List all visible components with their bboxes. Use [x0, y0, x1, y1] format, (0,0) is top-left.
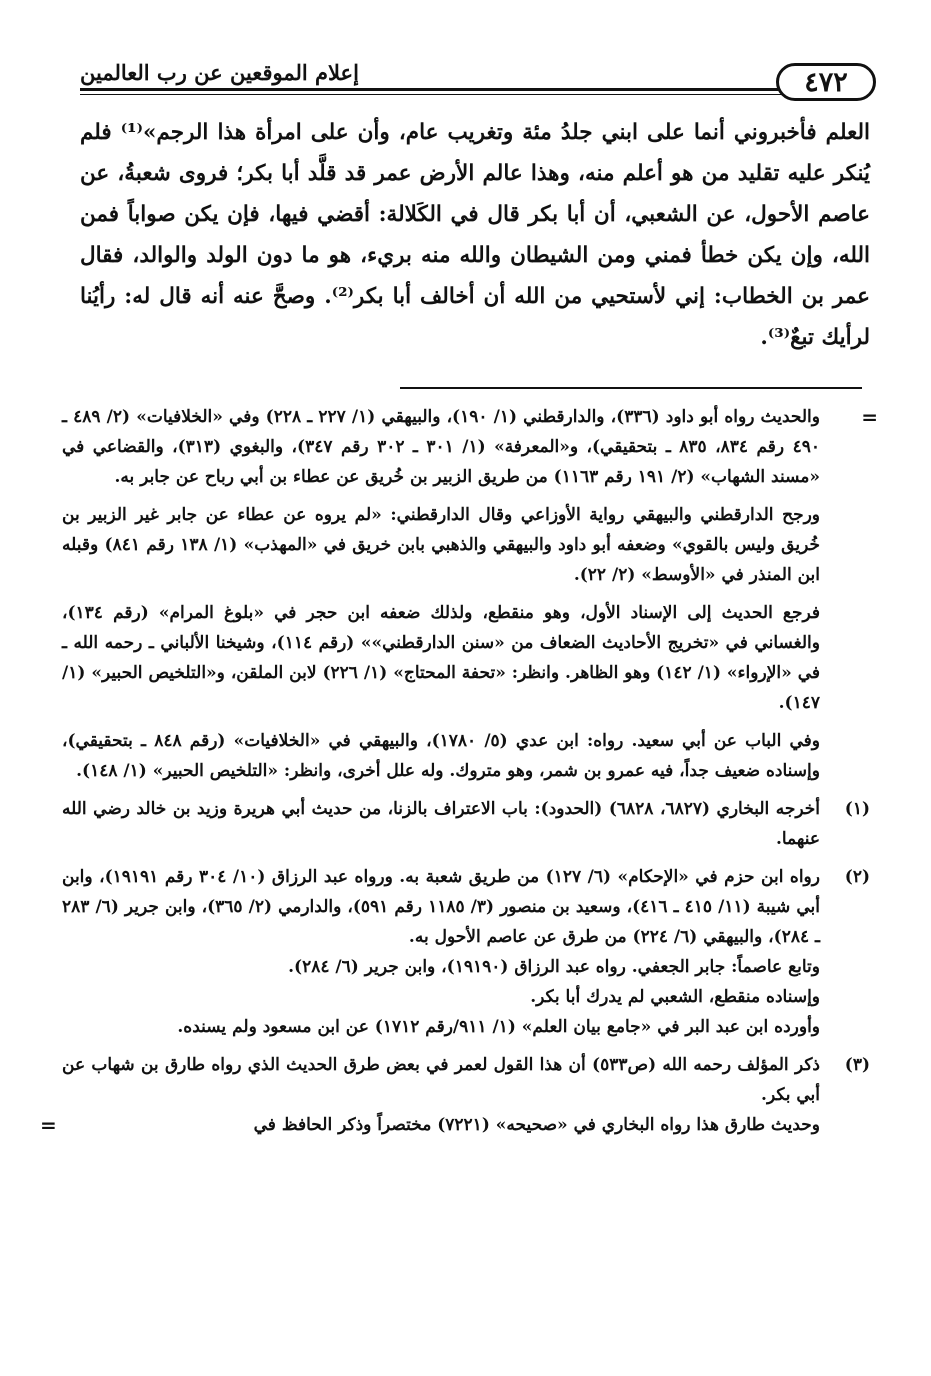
end-marker: = — [40, 1113, 57, 1137]
header-rule-thick — [80, 88, 870, 91]
footnote-2 — [62, 862, 870, 1042]
footnote-continuation-2 — [62, 500, 870, 590]
footnote-number: (٣) — [844, 1055, 870, 1075]
footnote-text: وأورده ابن عبد البر في «جامع بيان العلم» (١/ ٩١١/رقم ١٧١٢) عن ابن مسعود ولم يسنده. — [177, 1017, 820, 1037]
footnote-text: أخرجه البخاري (٦٨٢٧، ٦٨٢٨) (الحدود): باب الاعتراف بالزنا، من حديث أبي هريرة وزيد بن خالد رضي الله عنهما. — [62, 799, 820, 849]
footnote-paragraph: والحديث رواه أبو داود (٣٣٦)، والدارقطني (١/ ١٩٠)، والبيهقي (١/ ٢٢٧ ـ ٢٢٨) وفي «الخلافيات» (٢/ ٤٨٩ ـ ٤٩٠ رقم ٨٣٤، ٨٣٥ ـ بتحقيقي)، و«المعرفة» (١/ ٣٠١ ـ ٣٠٢ رقم ٣٤٧)، والبغوي (٣١٣)، والقضاعي في «مسند الشهاب» (٢/ ١٩١ رقم ١١٦٣) من طريق الزبير بن خُريق عن عطاء بن أبي رباح عن جابر به. — [62, 407, 820, 487]
footnote-text: وتابع عاصماً: جابر الجعفي. رواه عبد الرزاق (١٩١٩٠)، وابن جرير (٦/ ٢٨٤). — [288, 957, 820, 977]
footnote-text: ذكر المؤلف رحمه الله (ص٥٣٣) أن هذا القول لعمر في بعض طرق الحديث الذي رواه طارق بن شهاب عن أبي بكر. — [62, 1055, 820, 1105]
footnote-number: (١) — [844, 799, 870, 819]
footnote-paragraph: وفي الباب عن أبي سعيد. رواه: ابن عدي (٥/ ١٧٨٠)، والبيهقي في «الخلافيات» (رقم ٨٤٨ ـ بتحقيقي)، وإسناده ضعيف جداً، فيه عمرو بن شمر، وهو متروك. وله علل أخرى، وانظر: «التلخيص الحبير» (١/ ١٤٨). — [62, 731, 820, 781]
footnote-1 — [62, 794, 870, 854]
footnote-continuation-3 — [62, 598, 870, 718]
footnote-paragraph: ورجح الدارقطني والبيهقي رواية الأوزاعي وقال الدارقطني: «لم يروه عن عطاء عن جابر غير الزبير بن خُريق وليس بالقوي» وضعفه أبو داود والبيهقي والذهبي بابن خريق في «المهذب» (١/ ١٣٨ رقم ٨٤١) وقبله ابن المنذر في «الأوسط» (٢/ ٢٢). — [62, 505, 820, 585]
footnote-text: وحديث طارق هذا رواه البخاري في «صحيحه» (٧٢٢١) مختصراً وذكر الحافظ في — [253, 1115, 820, 1135]
footnote-3 — [40, 1050, 870, 1140]
footnote-separator — [400, 387, 862, 389]
footnote-number: (٢) — [844, 867, 870, 887]
running-title: إعلام الموقعين عن رب العالمين — [80, 60, 359, 85]
footnote-text: رواه ابن حزم في «الإحكام» (٦/ ١٢٧) من طريق شعبة به. ورواه عبد الرزاق (١٠/ ٣٠٤ رقم ١٩١٩١)، وابن أبي شيبة (١١/ ٤١٥ ـ ٤١٦)، وسعيد بن منصور (٣/ ١١٨٥ رقم ٥٩١)، والدارمي (٢/ ٣٦٥)، وابن جرير (٦/ ٢٨٣ ـ ٢٨٤)، والبيهقي (٦/ ٢٢٤) من طرق عن عاصم الأحول به. — [62, 867, 820, 947]
page-number: ٤٧٢ — [776, 63, 876, 101]
page-header — [80, 55, 870, 105]
footnote-continuation-4 — [62, 726, 870, 786]
footnote-text: وإسناده منقطع، الشعبي لم يدرك أبا بكر. — [530, 987, 820, 1007]
main-text — [80, 112, 870, 358]
footnotes-section — [40, 402, 878, 1148]
main-paragraph: العلم فأخبروني أنما على ابني جلدُ مئة وتغريب عام، وأن على امرأة هذا الرجم»⁽¹⁾ فلم يُنكر عليه تقليد من هو أعلم منه، وهذا عالم الأرض عمر قد قلَّد أبا بكر؛ فروى شعبةُ، عن عاصم الأحول، عن الشعبي، أن أبا بكر قال في الكَلالة: أقضي فيها، فإن يكن صواباً فمن الله، وإن يكن خطأ فمني ومن الشيطان والله منه بريء، هو ما دون الولد والوالد، فقال عمر بن الخطاب: إني لأستحيي من الله أن أخالف أبا بكر⁽²⁾. وصحَّ عنه أنه قال له: رأيُنا لرأيك تبعٌ⁽³⁾. — [80, 120, 870, 350]
footnote-paragraph: فرجع الحديث إلى الإسناد الأول، وهو منقطع، ولذلك ضعفه ابن حجر في «بلوغ المرام» (رقم ١٣٤)، والغساني في «تخريج الأحاديث الضعاف من «سنن الدارقطني»» (رقم ١١٤)، وشيخنا الألباني ـ رحمه الله ـ في «الإرواء» (١/ ١٤٢) وهو الظاهر. وانظر: «تحفة المحتاج» (١/ ٢٢٦) لابن الملقن، و«التلخيص الحبير» (١/ ١٤٧). — [62, 603, 820, 713]
footnote-continuation — [62, 402, 878, 492]
continuation-marker: = — [861, 405, 878, 429]
header-rule-thin — [80, 94, 870, 95]
